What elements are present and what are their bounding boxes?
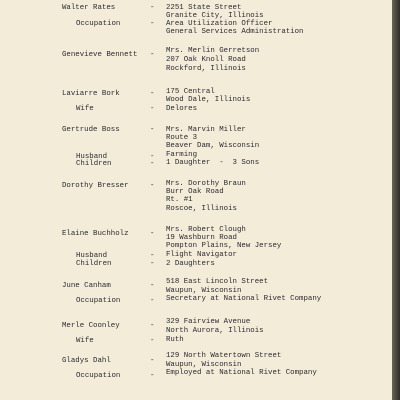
entry-name: Laviarre Bork xyxy=(62,90,120,98)
entry-detail: Farming xyxy=(166,151,198,159)
dash: - xyxy=(150,337,155,345)
dash: - xyxy=(150,105,155,113)
entry-detail: Roscoe, Illinois xyxy=(166,205,237,213)
dash: - xyxy=(150,182,155,190)
entry-detail: Rt. #1 xyxy=(166,196,193,204)
entry-detail: Route 3 xyxy=(166,134,198,142)
occupation-label: Occupation xyxy=(76,372,121,380)
entry-detail: Mrs. Marvin Miller xyxy=(166,126,246,134)
entry-detail: Burr Oak Road xyxy=(166,188,224,196)
entry-detail: Waupun, Wisconsin xyxy=(166,287,242,295)
children-label: Children xyxy=(76,260,112,268)
entry-detail: North Aurora, Illinois xyxy=(166,327,264,335)
occupation-label: Occupation xyxy=(76,297,121,305)
entry-name: Dorothy Bresser xyxy=(62,182,129,190)
dash: - xyxy=(150,372,155,380)
entry-name: Genevieve Bennett xyxy=(62,51,138,59)
entry-detail: Employed at National Rivet Company xyxy=(166,369,317,377)
occupation-label: Occupation xyxy=(76,20,121,28)
dash: - xyxy=(150,4,155,12)
dash: - xyxy=(150,357,155,365)
wife-label: Wife xyxy=(76,337,94,345)
dash: - xyxy=(150,20,155,28)
entry-name: Elaine Buchholz xyxy=(62,230,129,238)
husband-label: Husband xyxy=(76,252,108,260)
dash: - xyxy=(150,230,155,238)
dash: - xyxy=(150,90,155,98)
entry-detail: General Services Administration xyxy=(166,28,304,36)
entry-detail: 2 Daughters xyxy=(166,260,215,268)
entry-detail: Mrs. Merlin Gerretson xyxy=(166,47,260,55)
dash: - xyxy=(150,260,155,268)
entry-detail: Mrs. Dorothy Braun xyxy=(166,180,246,188)
entry-detail: 329 Fairview Avenue xyxy=(166,318,251,326)
dash: - xyxy=(150,126,155,134)
children-label: Children xyxy=(76,160,112,168)
entry-detail: 19 Washburn Road xyxy=(166,234,237,242)
entry-detail: Wood Dale, Illinois xyxy=(166,96,251,104)
dash: - xyxy=(150,153,155,161)
husband-label: Husband xyxy=(76,153,108,161)
entry-name: June Canham xyxy=(62,282,111,290)
entry-name: Gertrude Boss xyxy=(62,126,120,134)
entry-name: Merle Coonley xyxy=(62,322,120,330)
entry-detail: 1 Daughter - 3 Sons xyxy=(166,159,260,167)
entry-detail: 129 North Watertown Street xyxy=(166,352,282,360)
dash: - xyxy=(150,252,155,260)
entry-detail: Delores xyxy=(166,105,198,113)
dash: - xyxy=(150,322,155,330)
wife-label: Wife xyxy=(76,105,94,113)
dash: - xyxy=(150,282,155,290)
entry-detail: Area Utilization Officer xyxy=(166,20,273,28)
entry-detail: Rockford, Illinois xyxy=(166,65,246,73)
entry-detail: Mrs. Robert Clough xyxy=(166,226,246,234)
entry-detail: 2251 State Street xyxy=(166,4,242,12)
entry-detail: Flight Navigator xyxy=(166,251,237,259)
entry-detail: Secretary at National Rivet Company xyxy=(166,295,322,303)
entry-detail: Granite City, Illinois xyxy=(166,12,264,20)
entry-name: Walter Rates xyxy=(62,4,116,12)
dash: - xyxy=(150,297,155,305)
entry-name: Gladys Dahl xyxy=(62,357,111,365)
entry-detail: 175 Central xyxy=(166,88,215,96)
entry-detail: Ruth xyxy=(166,336,184,344)
dash: - xyxy=(150,160,155,168)
entry-detail: 518 East Lincoln Street xyxy=(166,278,269,286)
page-edge-shadow xyxy=(392,0,400,400)
entry-detail: Waupun, Wisconsin xyxy=(166,361,242,369)
dash: - xyxy=(150,51,155,59)
entry-detail: Beaver Dam, Wisconsin xyxy=(166,142,260,150)
entry-detail: 207 Oak Knoll Road xyxy=(166,56,246,64)
entry-detail: Pompton Plains, New Jersey xyxy=(166,242,282,250)
